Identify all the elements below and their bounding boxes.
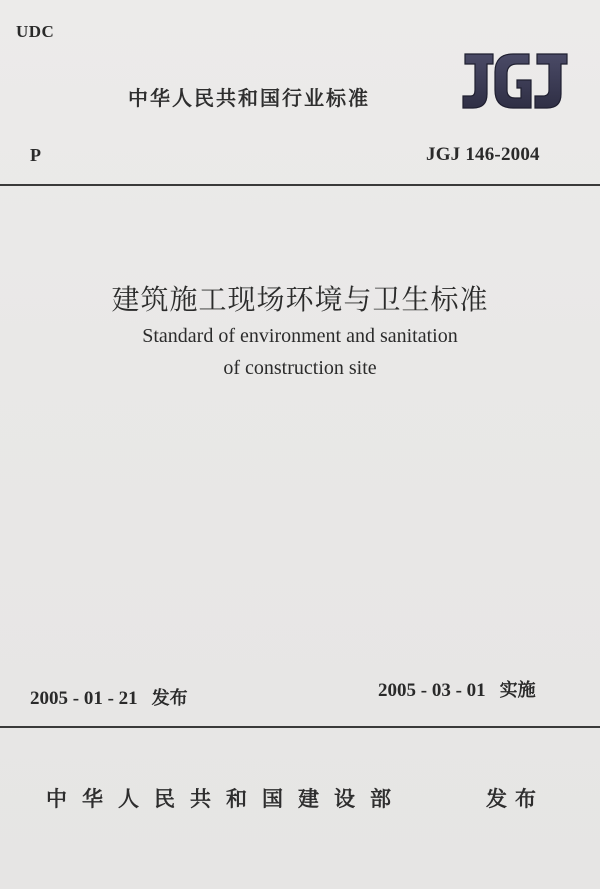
- implement-date: 2005 - 03 - 01: [378, 680, 486, 701]
- implement-label: 实施: [499, 680, 536, 701]
- title-chinese: 建筑施工现场环境与卫生标准: [111, 283, 489, 316]
- udc-label: UDC: [16, 22, 55, 41]
- issue-date-row: [30, 684, 188, 710]
- title-english-line2: of construction site: [223, 357, 377, 379]
- implement-date-row: [378, 676, 536, 702]
- publish-label: 发布: [486, 787, 544, 811]
- bottom-divider: [0, 726, 600, 728]
- issue-label: 发布: [151, 688, 188, 709]
- category-code: P: [30, 145, 41, 165]
- industry-standard-title: 中华人民共和国行业标准: [128, 86, 370, 110]
- issue-date: 2005 - 01 - 21: [30, 688, 138, 709]
- logo-text: JGJ: [459, 50, 461, 51]
- title-english-line1: Standard of environment and sanitation: [142, 325, 458, 347]
- top-divider: [0, 184, 600, 186]
- jgj-logo: [459, 50, 571, 112]
- standard-number: JGJ 146-2004: [426, 144, 540, 165]
- ministry-name: 中华人民共和国建设部: [46, 787, 406, 811]
